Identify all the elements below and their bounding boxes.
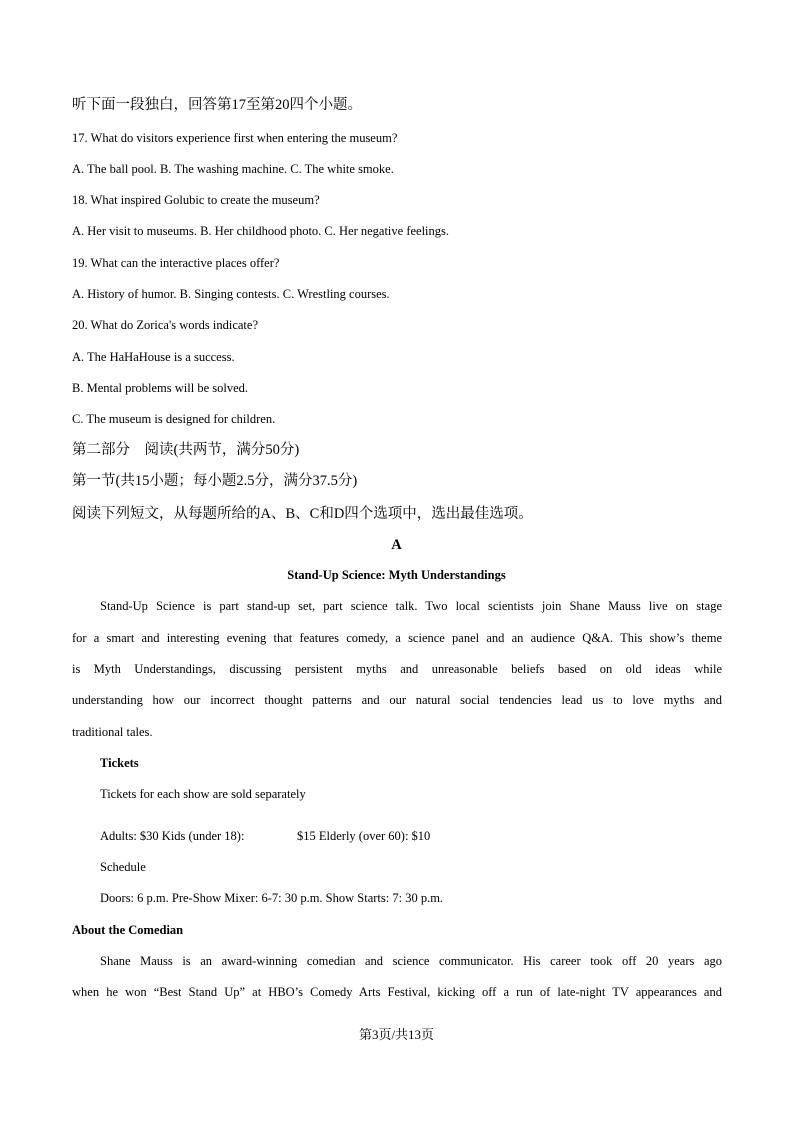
tickets-note: Tickets for each show are sold separately xyxy=(100,787,306,801)
passage-paragraph-line: traditional tales. xyxy=(72,725,153,739)
about-paragraph-line: when he won “Best Stand Up” at HBO’s Comedy Arts Festival, kicking off a run of late-night TV appearances and xyxy=(72,985,722,999)
question-19-options: A. History of humor. B. Singing contests. C. Wrestling courses. xyxy=(72,287,390,301)
question-17-options: A. The ball pool. B. The washing machine. C. The white smoke. xyxy=(72,162,394,176)
about-paragraph-line: Shane Mauss is an award-winning comedian and science communicator. His career took off 20 years ago xyxy=(100,954,722,968)
part2-section1: 第一节(共15小题；每小题2.5分，满分37.5分) xyxy=(72,473,358,489)
ticket-prices-adults: Adults: $30 Kids (under 18): xyxy=(100,829,245,843)
passage-paragraph-line: for a smart and interesting evening that features comedy, a science panel and an audience Q&A. This show’s theme xyxy=(72,631,722,645)
passage-paragraph-line: understanding how our incorrect thought patterns and our natural social tendencies lead us to love myths and xyxy=(72,693,722,707)
page-number: 第3页/共13页 xyxy=(358,1027,435,1042)
ticket-prices-kids-elderly: $15 Elderly (over 60): $10 xyxy=(297,829,431,843)
tickets-heading: Tickets xyxy=(100,756,139,770)
about-comedian-heading: About the Comedian xyxy=(72,923,184,937)
schedule-details: Doors: 6 p.m. Pre-Show Mixer: 6-7: 30 p.m. Show Starts: 7: 30 p.m. xyxy=(100,891,444,905)
question-17: 17. What do visitors experience first when entering the museum? xyxy=(72,131,398,145)
passage-paragraph-line: is Myth Understandings, discussing persistent myths and unreasonable beliefs based on old ideas while xyxy=(72,662,722,676)
question-19: 19. What can the interactive places offer? xyxy=(72,256,280,270)
part2-instructions: 阅读下列短文，从每题所给的A、B、C和D四个选项中，选出最佳选项。 xyxy=(72,506,533,522)
passage-label: A xyxy=(391,537,402,553)
question-18-options: A. Her visit to museums. B. Her childhood photo. C. Her negative feelings. xyxy=(72,224,450,238)
passage-paragraph-line: Stand-Up Science is part stand-up set, part science talk. Two local scientists join Shane Mauss live on stage xyxy=(100,599,722,613)
part2-title: 第二部分 阅读(共两节，满分50分) xyxy=(72,442,300,458)
passage-title: Stand-Up Science: Myth Understandings xyxy=(287,568,506,582)
question-20-option-c: C. The museum is designed for children. xyxy=(72,412,276,426)
question-20-option-b: B. Mental problems will be solved. xyxy=(72,381,249,395)
schedule-heading: Schedule xyxy=(100,860,146,874)
listening-intro: 听下面一段独白，回答第17至第20四个小题。 xyxy=(72,97,362,113)
question-18: 18. What inspired Golubic to create the museum? xyxy=(72,193,320,207)
question-20: 20. What do Zorica's words indicate? xyxy=(72,318,258,332)
question-20-option-a: A. The HaHaHouse is a success. xyxy=(72,350,235,364)
